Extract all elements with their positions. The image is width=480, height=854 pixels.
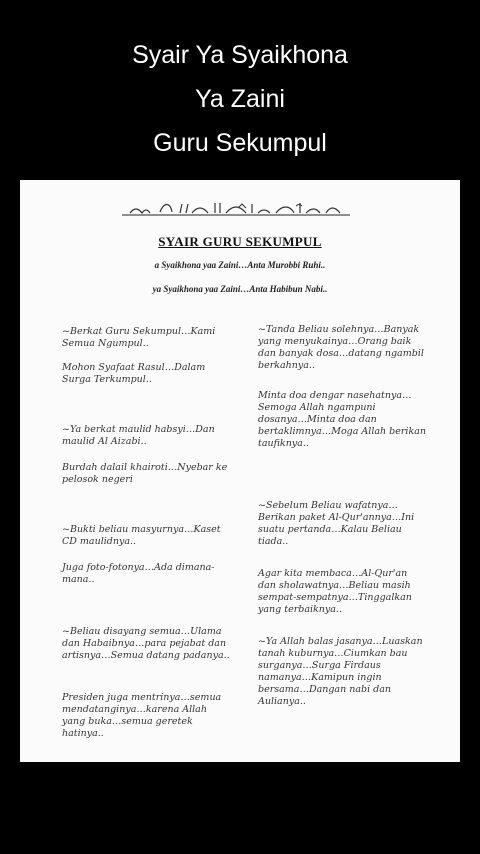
verse-left-8: Presiden juga mentrinya…semua mendatanginya…karena Allah yang buka…semua geretek hatinya.. — [62, 692, 222, 739]
bismillah-calligraphy-icon — [120, 200, 360, 222]
video-caption — [0, 36, 480, 168]
verse-right-3: ~Sebelum Beliau wafatnya…Berikan paket Al-Qur'annya…Ini suatu pertanda…Kalau Beliau tiada.. — [258, 500, 415, 547]
verse-left-7: ~Beliau disayang semua…Ulama dan Habaibnya…para pejabat dan artisnya…Semua datang padanya.. — [62, 626, 230, 661]
lyrics-document — [20, 180, 460, 762]
caption-line-2: Ya Zaini — [195, 85, 285, 113]
verse-left-3: ~Ya berkat maulid habsyi…Dan maulid Al Aizabi.. — [62, 424, 215, 447]
document-subtitle-1: a Syaikhona yaa Zaini…Anta Murobbi Ruhi.. — [154, 260, 326, 270]
caption-line-3: Guru Sekumpul — [153, 129, 327, 157]
verse-left-4: Burdah dalail khairoti…Nyebar ke pelosok negeri — [62, 462, 228, 485]
document-title: SYAIR GURU SEKUMPUL — [158, 234, 322, 249]
caption-line-1: Syair Ya Syaikhona — [132, 41, 348, 69]
verse-right-5: ~Ya Allah balas jasanya…Luaskan tanah kuburnya…Ciumkan bau surganya…Surga Firdaus namanya…Kamipun ingin bersama…Dangan nabi dan Aulianya.. — [258, 636, 423, 707]
verse-left-6: Juga foto-fotonya…Ada dimana-mana.. — [62, 562, 215, 585]
verse-right-4: Agar kita membaca…Al-Qur'an dan sholawatnya…Beliau masih sempat-sempatnya…Tinggalkan yang terbaiknya.. — [258, 568, 412, 615]
verse-left-2: Mohon Syafaat Rasul…Dalam Surga Terkumpul.. — [62, 362, 206, 385]
verse-right-2: Minta doa dengar nasehatnya…Semoga Allah ngampuni dosanya…Minta doa dan bertaklimnya…Moga Allah berikan taufiknya.. — [258, 390, 426, 449]
verse-left-5: ~Bukti beliau masyurnya…Kaset CD maulidnya.. — [62, 524, 221, 547]
verse-right-1: ~Tanda Beliau solehnya…Banyak yang menyukainya…Orang baik dan banyak dosa…datang ngambil berkahnya.. — [258, 324, 424, 371]
verse-left-1: ~Berkat Guru Sekumpul…Kami Semua Ngumpul.. — [62, 326, 216, 349]
document-subtitle-2: ya Syaikhona yaa Zaini…Anta Habibun Nabi.. — [152, 284, 328, 294]
